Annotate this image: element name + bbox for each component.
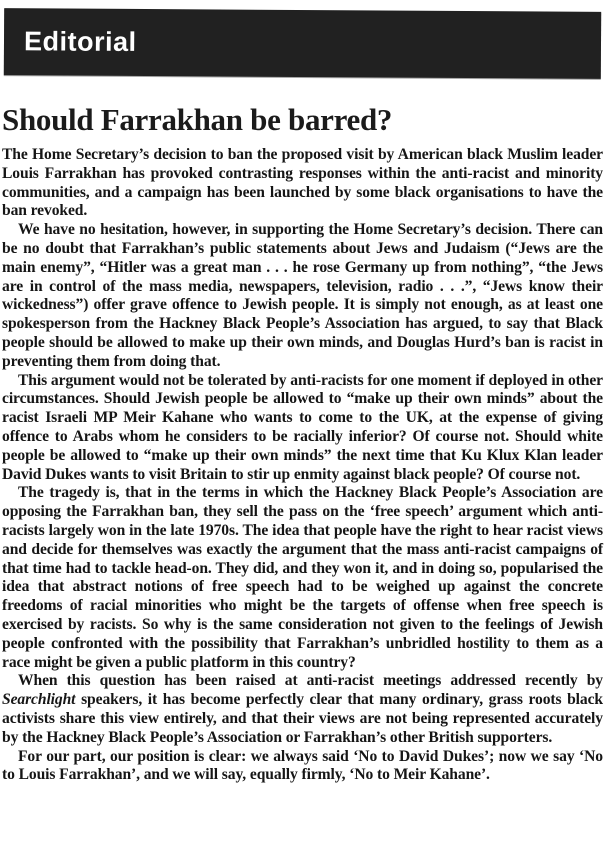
paragraph-text: The Home Secretary’s decision to ban the proposed visit by American black Muslim leader Louis Farrakhan has provoked contrasting responses within the anti-racist and minority communities, and a campaign has been launched by some black organisations to have the ban revoked. [2, 146, 603, 220]
editorial-banner [4, 8, 601, 79]
paragraph-text: For our part, our position is clear: we always said ‘No to David Dukes’; now we say ‘No to Louis Farrakhan’, and we will say, equally firmly, ‘No to Meir Kahane’. [2, 747, 603, 784]
paragraph [2, 748, 603, 786]
paragraph-text: When this question has been raised at anti-racist meetings addressed recently by [18, 672, 603, 690]
article-headline: Should Farrakhan be barred? [2, 102, 393, 137]
paragraph [2, 146, 603, 221]
article-body [2, 146, 603, 785]
paragraph [2, 672, 603, 747]
paragraph-text: This argument would not be tolerated by anti-racists for one moment if deployed in other circumstances. Should Jewish people be allowed to “make up their own minds” about the racist Israeli MP Meir Kahane who wants to come to the UK, at the expense of giving offence to Arabs whom he considers to be racially inferior? Of course not. Should white people be allowed to “make up their own minds” the next time that Ku Klux Klan leader David Dukes wants to visit Britain to stir up enmity against black people? Of course not. [2, 371, 603, 483]
paragraph-text: We have no hesitation, however, in supporting the Home Secretary’s decision. There can be no doubt that Farrakhan’s public statements about Jews and Judaism (“Jews are the main enemy”, “Hitler was a great man . . . he rose Germany up from nothing”, “the Jews are in control of the mass media, newspapers, television, radio . . .”, “Jews know their wickedness”) offer grave offence to Jewish people. It is simply not enough, as at least one spokesperson from the Hackney Black People’s Association has argued, to say that Black people should be allowed to make up their own minds, and Douglas Hurd’s ban is racist in preventing them from doing that. [2, 221, 603, 370]
publication-name: Searchlight [2, 691, 76, 709]
section-title: Editorial [23, 26, 137, 57]
paragraph-text: speakers, it has become perfectly clear that many ordinary, grass roots black activists share this view entirely, and that their views are not being represented accurately by the Hackney Black People’s Association or Farrakhan’s other British supporters. [2, 691, 603, 746]
paragraph [2, 484, 603, 672]
paragraph-text: The tragedy is, that in the terms in which the Hackney Black People’s Association are opposing the Farrakhan ban, they sell the pass on the ‘free speech’ argument which anti-racists largely won in the late 1970s. The idea that people have the right to hear racist views and decide for themselves was exactly the argument that the mass anti-racist campaigns of that time had to tackle head-on. They did, and they won it, and in doing so, popularised the idea that abstract notions of free speech had to be weighed up against the concrete freedoms of racial minorities who might be the targets of offense when free speech is exercised by racists. So why is the same consideration not given to the feelings of Jewish people confronted with the possibility that Farrakhan’s unbridled hostility to them as a race might be given a public platform in this country? [2, 484, 603, 671]
paragraph [2, 221, 603, 371]
paragraph [2, 372, 603, 485]
